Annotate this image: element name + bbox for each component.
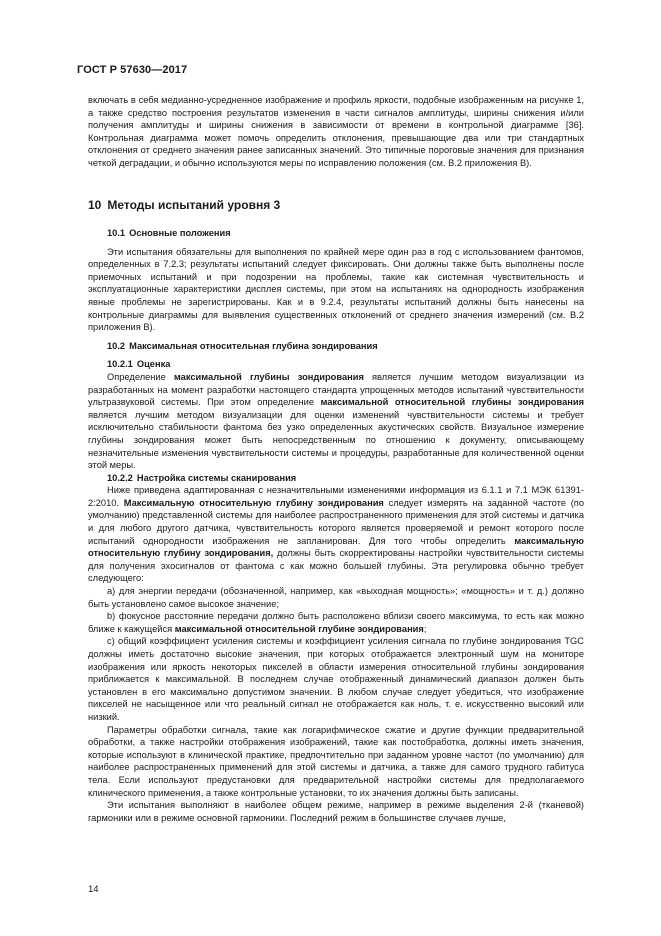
document-header: ГОСТ Р 57630—2017: [77, 64, 188, 76]
section-10-title: Методы испытаний уровня 3: [107, 198, 281, 212]
text-run: Ниже приведена адаптированная с незначительными изменениями информация из 6.1.1 и 7.1 МЭК 61391-2:2010.: [88, 485, 584, 508]
list-item-b: [88, 610, 584, 635]
section-10-number: 10: [88, 198, 102, 212]
subsection-10-2-2-heading: [88, 472, 584, 485]
subsection-10-2-1-title: Оценка: [136, 359, 171, 370]
bold-term: максимальную относительную глубину зондирования,: [88, 535, 584, 559]
list-item-a: а) для энергии передачи (обозначенной, например, как «выходная мощность»; «мощность» и т. д.) должно быть установлено самое высокое значение;: [88, 586, 584, 609]
subsection-10-2-2-number: 10.2.2: [107, 472, 133, 483]
bold-term: максимальной относительной глубине зондирования: [174, 623, 424, 634]
bold-term: Максимальную относительную глубину зондирования: [123, 497, 384, 508]
text-run: должны быть скорректированы настройки чувствительности системы для получения эхосигналов от фантома с как можно большей глубины. Эта регулировка обычно требует следующего:: [88, 548, 584, 584]
subsection-10-2-2-paragraph-3: Эти испытания выполняют в наиболее общем режиме, например в режиме выделения 2-й (тканевой) гармоники или в режиме основной гармоники. Последний режим в большинстве случаев лучше,: [88, 800, 584, 823]
subsection-10-1-heading: [88, 227, 584, 240]
subsection-10-2-2-paragraph-2: Параметры обработки сигнала, такие как логарифмическое сжатие и другие функции предварительной обработки, а также настройки отображения изображений, такие как постобработка, должны иметь значения, которые используют в клинической практике, предпочтительно при заданном уровне частот (по умолчанию) для наиболее распространенных применений для этой системы и датчика, а также для самого трудного габитуса тела. Если используют предустановки для предварительной настройки системы для предполагаемого клинического применения, а также контрольные установки, то их значения должны быть записаны.: [88, 724, 584, 798]
bold-term: максимальной глубины зондирования: [173, 371, 364, 382]
subsection-10-2-1-paragraph: [88, 371, 584, 472]
subsection-10-1-paragraph: Эти испытания обязательны для выполнения по крайней мере один раз в год с использованием фантомов, определенных в 7.2.3; результаты испытаний следует фиксировать. Они должны также быть выполнены после приемочных испытаний и при подозрении на проблемы, такие как системная чувствительность и эксплуатационные характеристики дисплея системы, при этом на испытаниях на однородность изображения явные проблемы не зарегистрированы. Как и в 9.2.4, результаты испытаний должны быть нанесены на контрольные диаграммы для выявления существенных отклонений от среднего значения измерений (см. В.2 приложения В).: [88, 246, 584, 333]
main-text-block: [88, 227, 584, 824]
subsection-10-2-title: Максимальная относительная глубина зондирования: [129, 340, 378, 351]
subsection-10-2-2-title: Настройка системы сканирования: [136, 472, 297, 483]
section-10-heading: [88, 198, 280, 212]
text-run: является лучшим методом визуализации из разработанных на момент разработки настоящего стандарта упрощенных методов испытаний чувствительности ультразвуковой системы. При этом определение: [88, 371, 584, 408]
text-run: ;: [423, 623, 427, 634]
text-run: Определение: [107, 371, 174, 382]
text-run: b) фокусное расстояние передачи должно быть расположено вблизи своего максимума, то есть как можно ближе к кажущейся: [88, 611, 584, 634]
page-number: 14: [88, 884, 99, 895]
subsection-10-2-1-number: 10.2.1: [107, 359, 133, 370]
subsection-10-1-number: 10.1: [107, 228, 126, 238]
text-run: является лучшим методом визуализации для оценки изменений чувствительности системы и требует исключительно стабильности фантома без узко определенных акустических свойств. Визуальное измерение глубины зондирования может быть непосредственным по отношению к документу, описывающему незначительные изменения чувствительности системы и процедуры, разработанные для количественной оценки этой меры.: [88, 409, 584, 471]
subsection-10-2-heading: [88, 340, 584, 353]
text-run: следует измерять на заданной частоте (по умолчанию) представленной системы для наиболее распространенного применения для этой системы и датчика и для любого другого датчика, чувствительность которого является проверяемой и ремонт которого после испытаний однородности изображения не запланирован. Для того чтобы определить: [88, 497, 584, 546]
intro-block: [88, 94, 584, 170]
subsection-10-2-number: 10.2: [107, 340, 126, 351]
subsection-10-2-1-heading: [88, 358, 584, 371]
subsection-10-1-title: Основные положения: [129, 228, 231, 238]
bold-term: максимальной относительной глубины зондирования: [320, 397, 584, 408]
subsection-10-2-2-paragraph-1: [88, 484, 584, 585]
list-item-c: с) общий коэффициент усиления системы и коэффициент усиления сигнала по глубине зондирования TGC должны иметь достаточно высокие значения, при которых отображается электронный шум на мониторе изображения или яркость некоторых пикселей в области измерения относительной глубины зондирования приближается к максимальной. В последнем случае отображенный динамический диапазон должен быть установлен в его максимально допустимом значении. В любом случае следует убедиться, что изображение пикселей не насыщенное или что реальный сигнал не отображается как ноль, т. е. искусственно высокий или низкий.: [88, 636, 584, 722]
intro-paragraph: включать в себя медианно-усредненное изображение и профиль яркости, подобные изображенным на рисунке 1, а также средство построения результатов изменения в части сигналов амплитуды, ширины снижения и/или получения амплитуды и ширины снижения в зависимости от времени в контрольной диаграмме [36]. Контрольная диаграмма может помочь определить отклонения, превышающие два или три стандартных отклонения от среднего значения ранее записанных значений. Это типичные пороговые значения для признания четкой деградации, и обычно используются меры по исправлению положения (см. В.2 приложения В).: [88, 95, 584, 168]
